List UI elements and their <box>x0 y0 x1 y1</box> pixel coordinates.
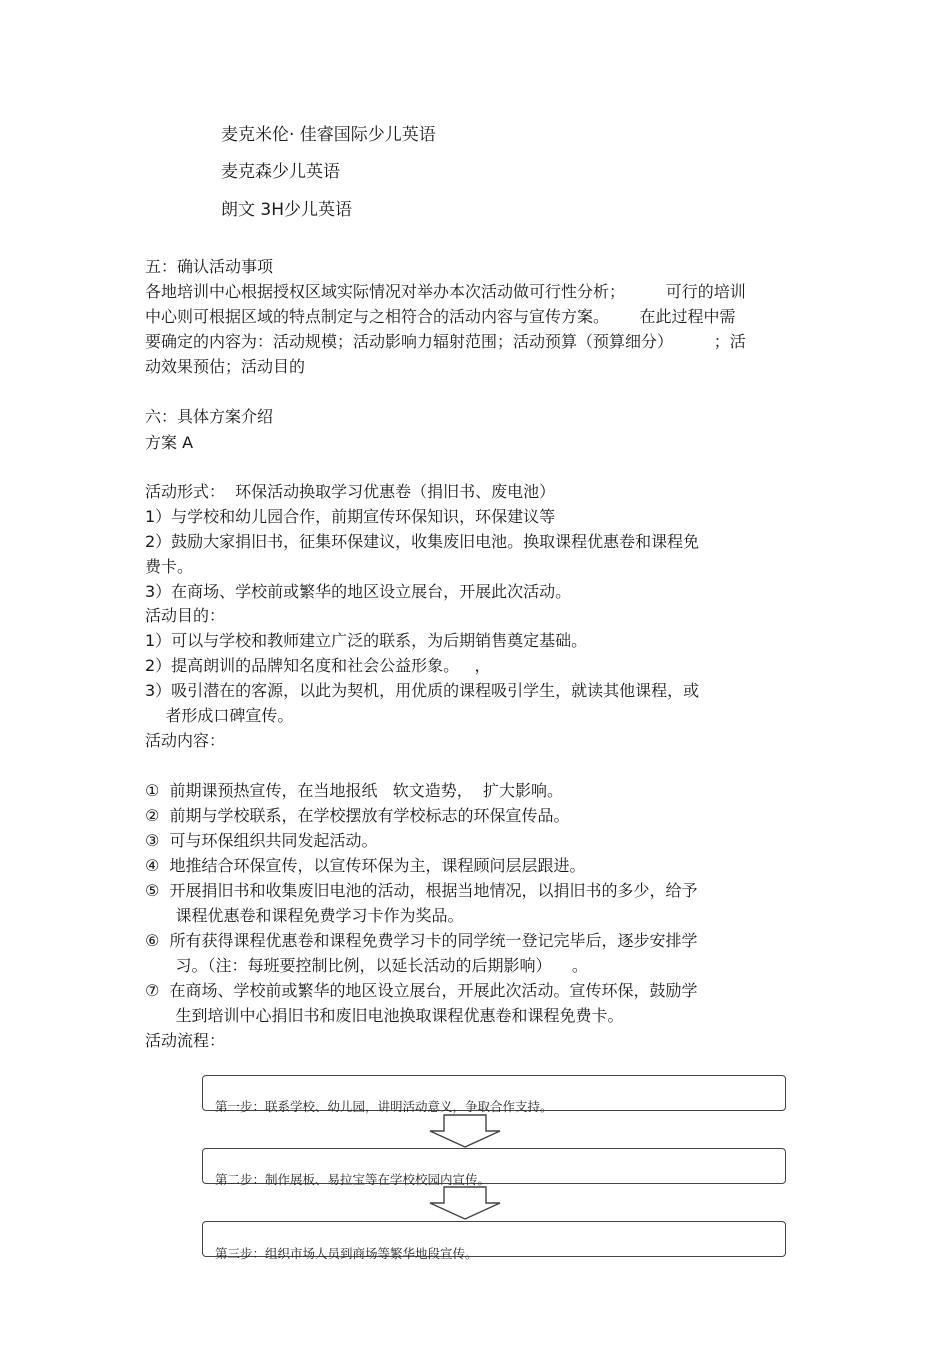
flow-step-box <box>202 1148 786 1187</box>
down-arrow-icon <box>428 1186 502 1220</box>
list-item: 生到培训中心捐旧书和废旧电池换取课程优惠卷和课程免费卡。 <box>145 1006 624 1025</box>
list-item: ④ 地推结合环保宣传，以宣传环保为主，课程顾问层层跟进。 <box>145 856 586 875</box>
flow-step-box <box>202 1075 786 1114</box>
list-item: 3）吸引潜在的客源，以此为契机，用优质的课程吸引学生，就读其他课程，或 <box>145 681 700 700</box>
section-heading: 六：具体方案介绍 <box>145 407 274 426</box>
list-item: 2）提高朗训的品牌知名度和社会公益形象。 ， <box>145 656 491 675</box>
list-item: 课程优惠卷和课程免费学习卡作为奖品。 <box>145 906 464 925</box>
list-item: 2）鼓励大家捐旧书，征集环保建议，收集废旧电池。换取课程优惠卷和课程免 <box>145 532 700 551</box>
paragraph-line: 各地培训中心根据授权区域实际情况对举办本次活动做可行性分析； 可行的培训 <box>145 282 746 301</box>
plan-label: 方案 A <box>145 433 194 452</box>
flow-step-text: 第一步：联系学校、幼儿园，讲明活动意义，争取合作支持。 <box>215 1099 553 1114</box>
list-item: ② 前期与学校联系，在学校摆放有学校标志的环保宣传品。 <box>145 806 570 825</box>
list-item: 3）在商场、学校前或繁华的地区设立展台，开展此次活动。 <box>145 582 572 601</box>
list-item: 费卡。 <box>145 557 194 576</box>
down-arrow-icon <box>428 1114 502 1148</box>
brand-line: 麦克森少儿英语 <box>221 162 340 182</box>
brand-line: 朗文 3H少儿英语 <box>221 200 353 220</box>
list-item: 习。（注：每班要控制比例，以延长活动的后期影响） 。 <box>145 956 588 975</box>
activity-content-title: 活动内容： <box>145 731 226 750</box>
list-item: ⑥ 所有获得课程优惠卷和课程免费学习卡的同学统一登记完毕后，逐步安排学 <box>145 931 698 950</box>
list-item: ③ 可与环保组织共同发起活动。 <box>145 831 378 850</box>
section-heading: 五：确认活动事项 <box>145 257 274 276</box>
list-item: ⑦ 在商场、学校前或繁华的地区设立展台，开展此次活动。宣传环保，鼓励学 <box>145 981 698 1000</box>
list-item: ① 前期课预热宣传，在当地报纸 软文造势， 扩大影响。 <box>145 781 563 800</box>
flow-step-box <box>202 1221 786 1261</box>
activity-form-title: 活动形式： 环保活动换取学习优惠卷（捐旧书、废电池） <box>145 482 556 501</box>
flow-step-text: 第二步：制作展板、易拉宝等在学校校园内宣传。 <box>215 1172 491 1187</box>
activity-process-title: 活动流程： <box>145 1031 226 1050</box>
paragraph-line: 要确定的内容为：活动规模；活动影响力辐射范围；活动预算（预算细分） ；活 <box>145 332 746 351</box>
activity-purpose-title: 活动目的： <box>145 606 226 625</box>
list-item: 1）与学校和幼儿园合作，前期宣传环保知识，环保建议等 <box>145 507 556 526</box>
list-item: 1）可以与学校和教师建立广泛的联系，为后期销售奠定基础。 <box>145 631 588 650</box>
paragraph-line: 动效果预估；活动目的 <box>145 357 306 376</box>
flow-step-text: 第三步：组织市场人员到商场等繁华地段宣传。 <box>215 1246 478 1261</box>
paragraph-line: 中心则可根据区域的特点制定与之相符合的活动内容与宣传方案。 在此过程中需 <box>145 307 736 326</box>
list-item: 者形成口碑宣传。 <box>145 706 294 725</box>
brand-line: 麦克米伦· 佳睿国际少儿英语 <box>221 125 436 145</box>
list-item: ⑤ 开展捐旧书和收集废旧电池的活动，根据当地情况，以捐旧书的多少，给予 <box>145 881 698 900</box>
